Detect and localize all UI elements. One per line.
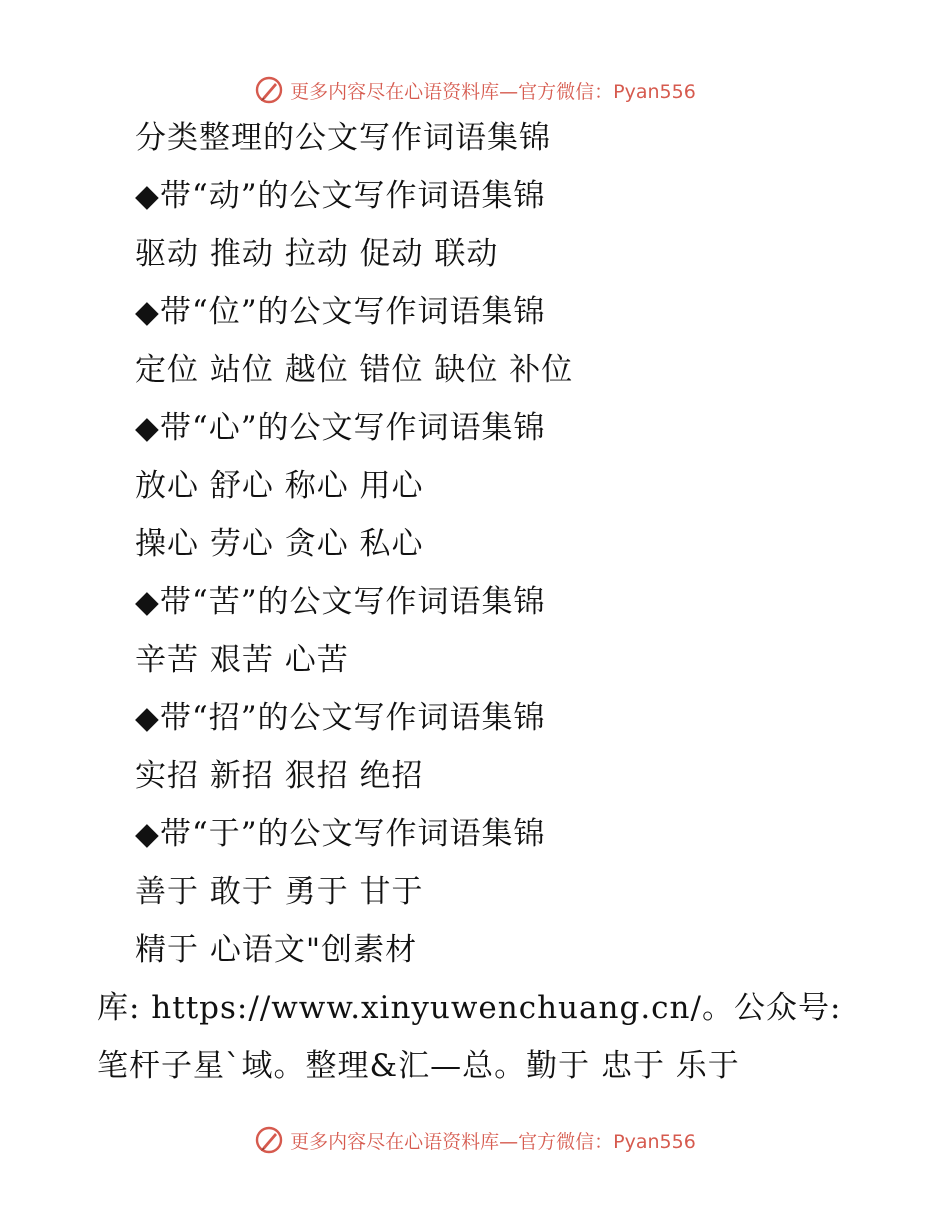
section-heading-xin: ◆带“心”的公文写作词语集锦 xyxy=(135,410,546,446)
section-heading-ku: ◆带“苦”的公文写作词语集锦 xyxy=(135,584,546,620)
word-list-xin-1: 放心 舒心 称心 用心 xyxy=(135,468,424,504)
header-watermark xyxy=(0,70,950,110)
word-list-dong: 驱动 推动 拉动 促动 联动 xyxy=(135,236,499,272)
section-heading-zhao: ◆带“招”的公文写作词语集锦 xyxy=(135,700,546,736)
word-list-ku: 辛苦 艰苦 心苦 xyxy=(135,642,349,678)
header-watermark-text: 更多内容尽在心语资料库—官方微信：Pyan556 xyxy=(290,80,696,103)
document-title: 分类整理的公文写作词语集锦 xyxy=(135,120,551,156)
word-list-yu-2: 精于 心语文"创素材 xyxy=(135,932,418,968)
word-list-yu-1: 善于 敢于 勇于 甘于 xyxy=(135,874,424,910)
section-heading-dong: ◆带“动”的公文写作词语集锦 xyxy=(135,178,546,214)
word-list-wei: 定位 站位 越位 错位 缺位 补位 xyxy=(135,352,574,388)
quill-pen-logo-icon xyxy=(254,75,284,105)
footer-watermark-text: 更多内容尽在心语资料库—官方微信：Pyan556 xyxy=(290,1130,696,1153)
section-heading-wei: ◆带“位”的公文写作词语集锦 xyxy=(135,294,546,330)
word-list-xin-2: 操心 劳心 贪心 私心 xyxy=(135,526,424,562)
footer-watermark xyxy=(0,1120,950,1160)
section-heading-yu: ◆带“于”的公文写作词语集锦 xyxy=(135,816,546,852)
source-line-2: 笔杆子星`域。整理&汇—总。勤于 忠于 乐于 xyxy=(97,1048,740,1084)
quill-pen-logo-icon xyxy=(254,1125,284,1155)
source-line-1: 库: https://www.xinyuwenchuang.cn/。公众号: xyxy=(97,990,842,1026)
word-list-zhao: 实招 新招 狠招 绝招 xyxy=(135,758,424,794)
